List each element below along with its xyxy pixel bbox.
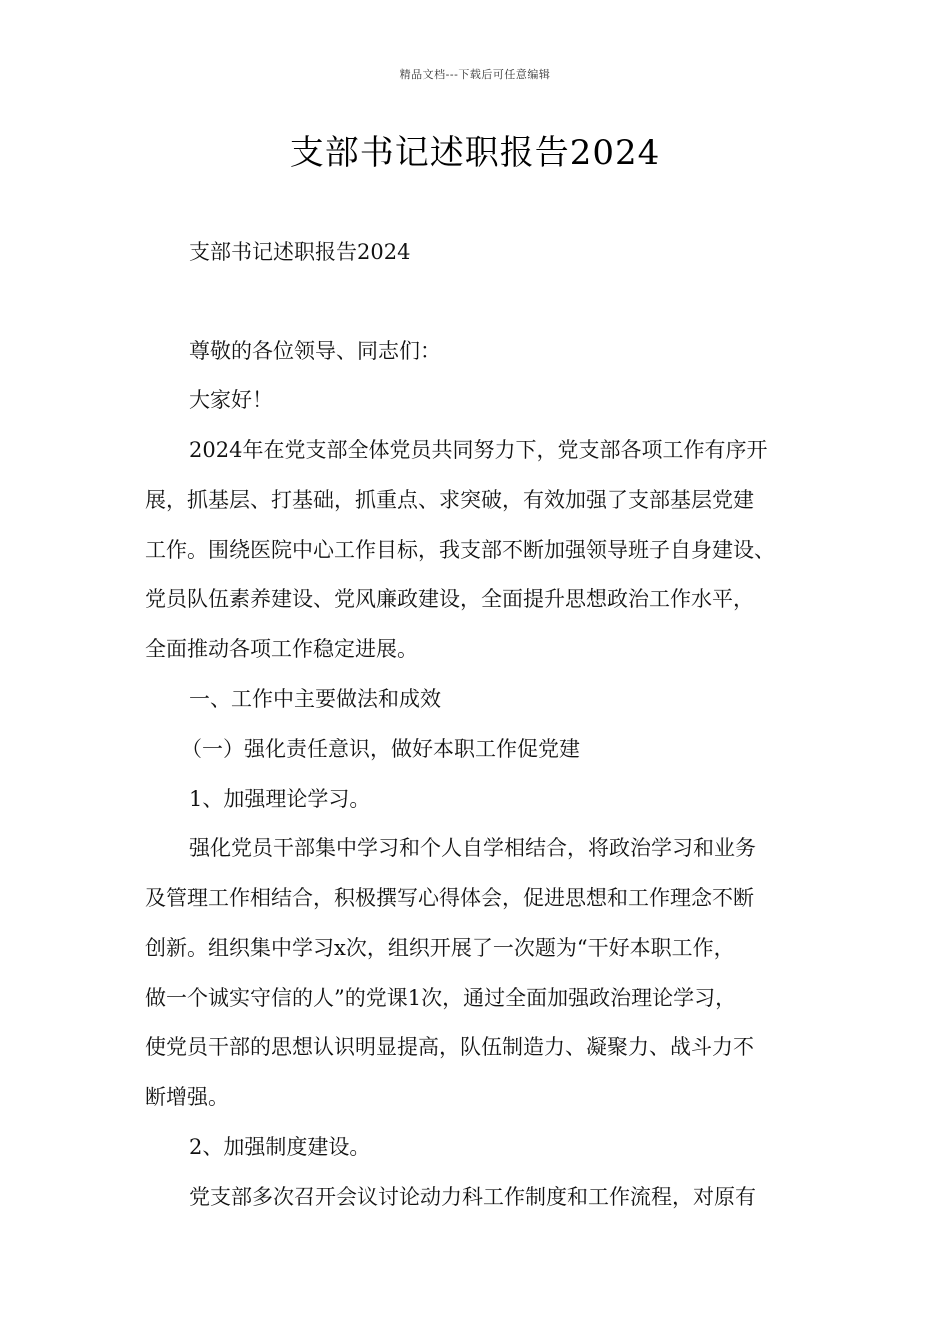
intro-line: 2024年在党支部全体党员共同努力下，党支部各项工作有序开: [189, 438, 768, 462]
paragraph-line: 及管理工作相结合，积极撰写心得体会，促进思想和工作理念不断: [145, 886, 754, 910]
document-subtitle: 支部书记述职报告2024: [189, 240, 411, 264]
subsection-heading: （一）强化责任意识，做好本职工作促党建: [181, 737, 580, 761]
header-note: 精品文档---下载后可任意编辑: [399, 68, 551, 81]
paragraph-line: 党支部多次召开会议讨论动力科工作制度和工作流程，对原有: [189, 1185, 756, 1209]
greeting: 大家好！: [189, 388, 273, 412]
salutation: 尊敬的各位领导、同志们：: [189, 339, 441, 363]
intro-line: 全面推动各项工作稳定进展。: [145, 637, 418, 661]
document-title: 支部书记述职报告2024: [289, 133, 661, 173]
paragraph-line: 创新。组织集中学习x次，组织开展了一次题为“干好本职工作，: [145, 936, 735, 960]
item-heading: 2、加强制度建设。: [189, 1135, 371, 1159]
intro-line: 工作。围绕医院中心工作目标，我支部不断加强领导班子自身建设、: [145, 538, 775, 562]
section-heading: 一、工作中主要做法和成效: [189, 687, 441, 711]
paragraph-line: 使党员干部的思想认识明显提高，队伍制造力、凝聚力、战斗力不: [145, 1035, 754, 1059]
paragraph-line: 强化党员干部集中学习和个人自学相结合，将政治学习和业务: [189, 836, 756, 860]
intro-line: 展，抓基层、打基础，抓重点、求突破，有效加强了支部基层党建: [145, 488, 754, 512]
paragraph-line: 断增强。: [145, 1085, 229, 1109]
intro-line: 党员队伍素养建设、党风廉政建设，全面提升思想政治工作水平，: [145, 587, 754, 611]
paragraph-line: 做一个诚实守信的人”的党课1次，通过全面加强政治理论学习，: [145, 986, 737, 1010]
item-heading: 1、加强理论学习。: [189, 787, 371, 811]
